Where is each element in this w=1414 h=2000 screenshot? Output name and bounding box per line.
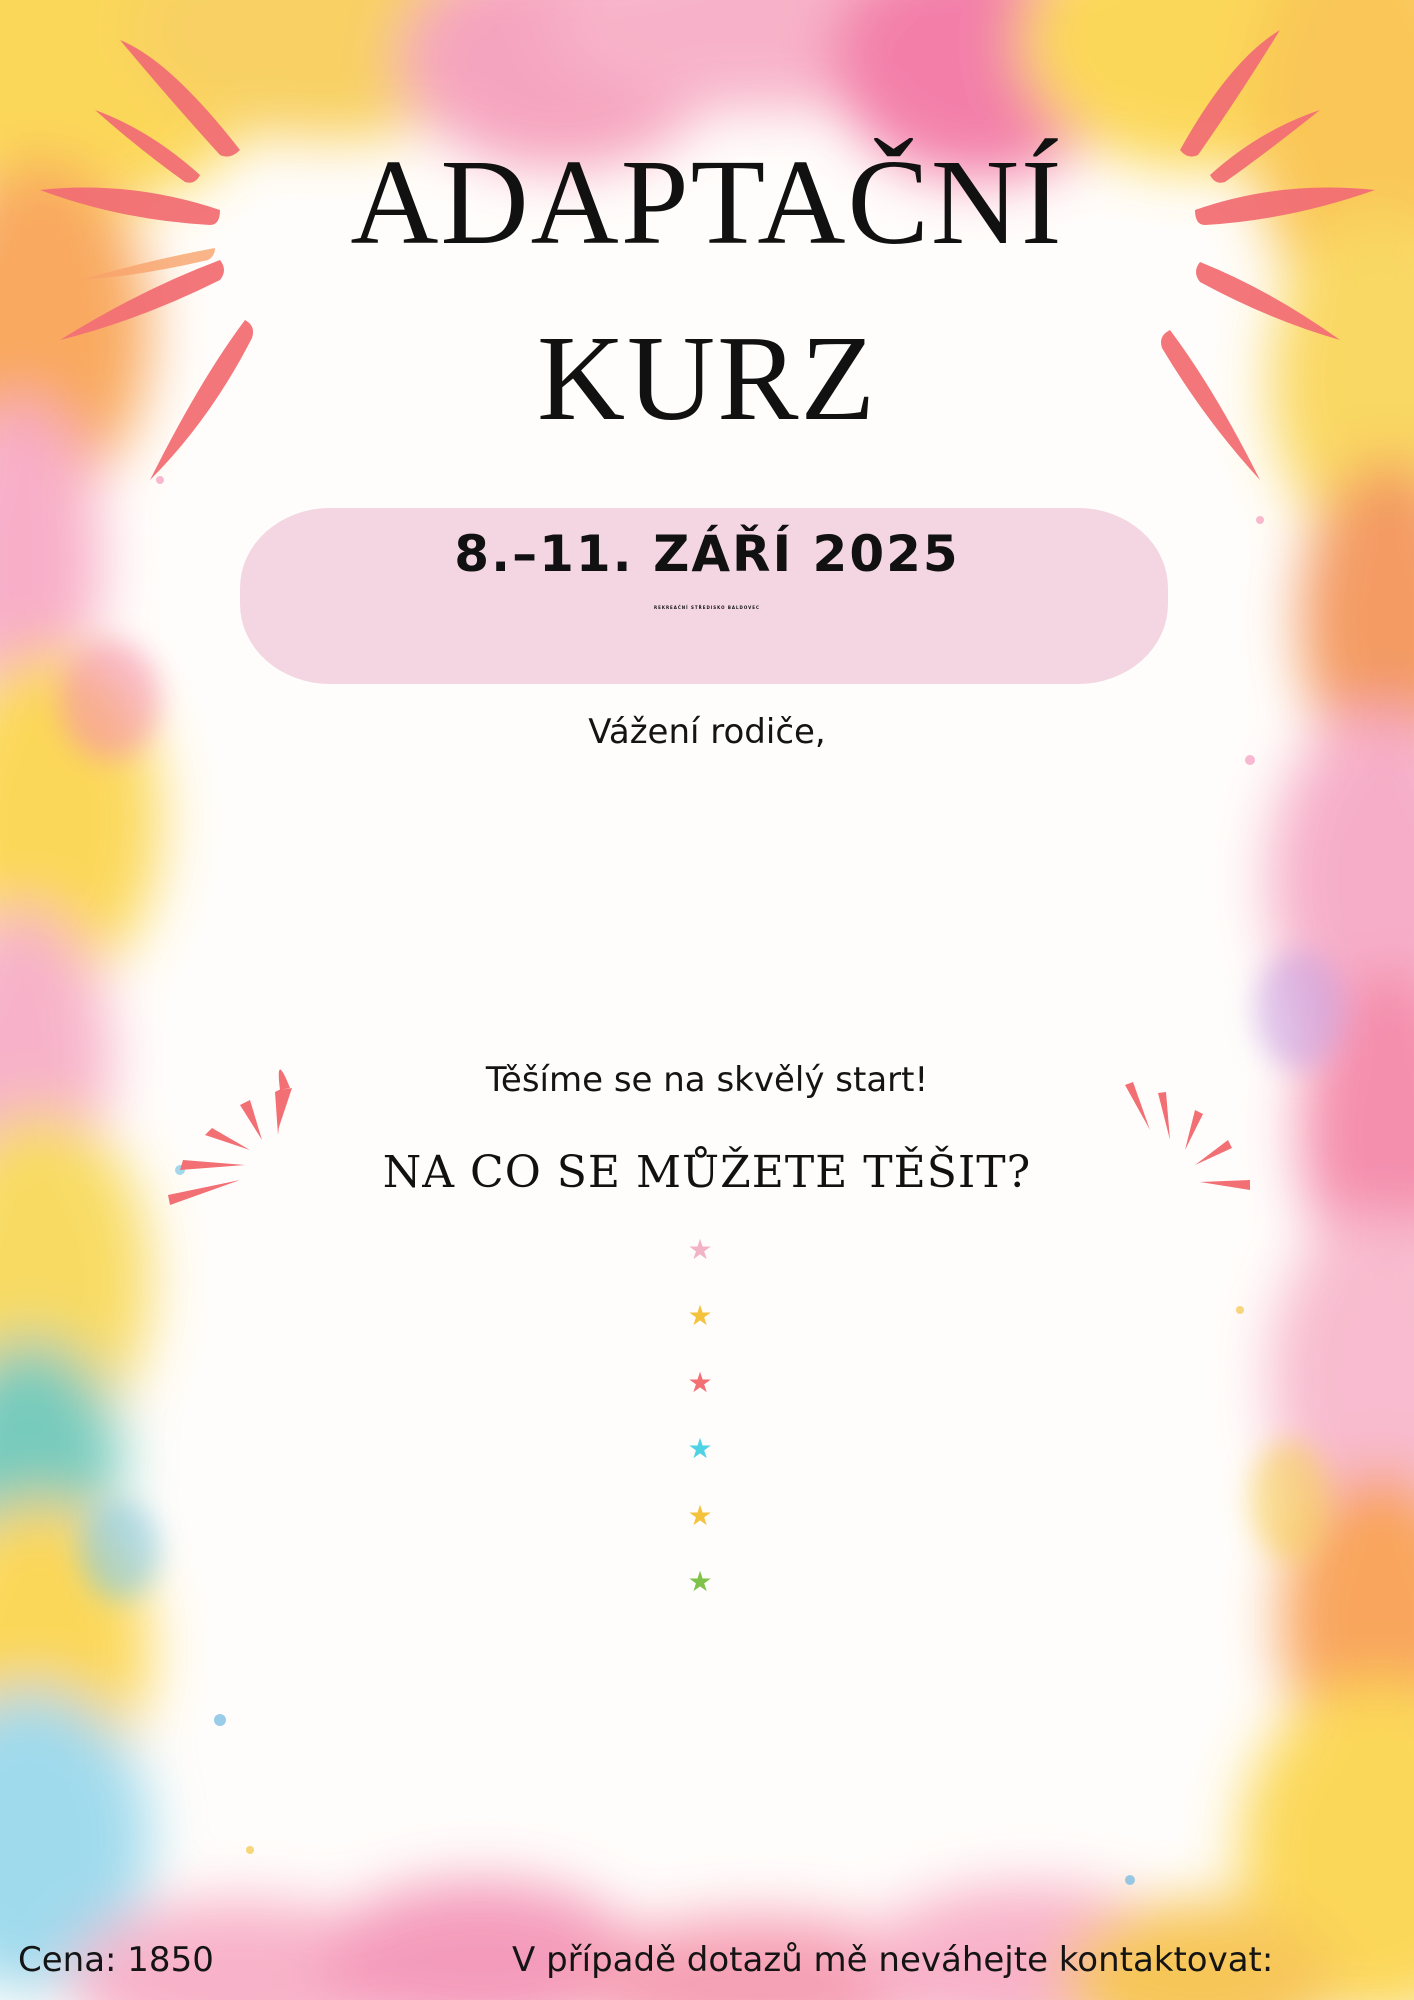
highlights-list xyxy=(0,1217,1414,1615)
intro-line xyxy=(60,986,1354,1055)
packing-line xyxy=(72,1726,1342,1784)
price: Cena: 1850 xyxy=(18,1940,214,1980)
closing-line: Těšíme se na skvělý start! xyxy=(485,1060,929,1100)
packing-line xyxy=(72,1784,1342,1842)
intro-paragraph xyxy=(60,779,1354,1055)
greeting: Vážení rodiče, xyxy=(588,712,826,752)
packing-list xyxy=(72,1668,1342,1842)
list-item xyxy=(0,1283,1414,1349)
packing-line xyxy=(72,1668,1342,1726)
intro-line xyxy=(60,917,1354,986)
intro-line xyxy=(60,779,1354,848)
coral-star-icon: ★ xyxy=(687,1365,713,1399)
contact-line: V případě dotazů mě neváhejte kontaktovat: xyxy=(512,1940,1274,1980)
intro-line xyxy=(60,848,1354,917)
list-item xyxy=(0,1483,1414,1549)
list-item xyxy=(0,1217,1414,1283)
cyan-star-icon: ★ xyxy=(687,1432,713,1466)
event-date: 8.–11. ZÁŘÍ 2025 xyxy=(454,525,960,583)
pink-star-icon: ★ xyxy=(687,1233,713,1266)
event-venue: REKREAČNÍ STŘEDISKO BALDOVEC xyxy=(654,605,760,610)
list-item xyxy=(0,1350,1414,1416)
title-line-1: ADAPTAČNÍ xyxy=(350,135,1064,270)
title-line-2: KURZ xyxy=(536,311,878,446)
yellow-star-icon: ★ xyxy=(687,1299,713,1333)
green-star-icon: ★ xyxy=(687,1564,713,1598)
list-item xyxy=(0,1416,1414,1482)
list-item xyxy=(0,1549,1414,1615)
yellow-star-icon: ★ xyxy=(687,1498,713,1532)
section-heading: NA CO SE MŮŽETE TĚŠIT? xyxy=(382,1147,1032,1198)
